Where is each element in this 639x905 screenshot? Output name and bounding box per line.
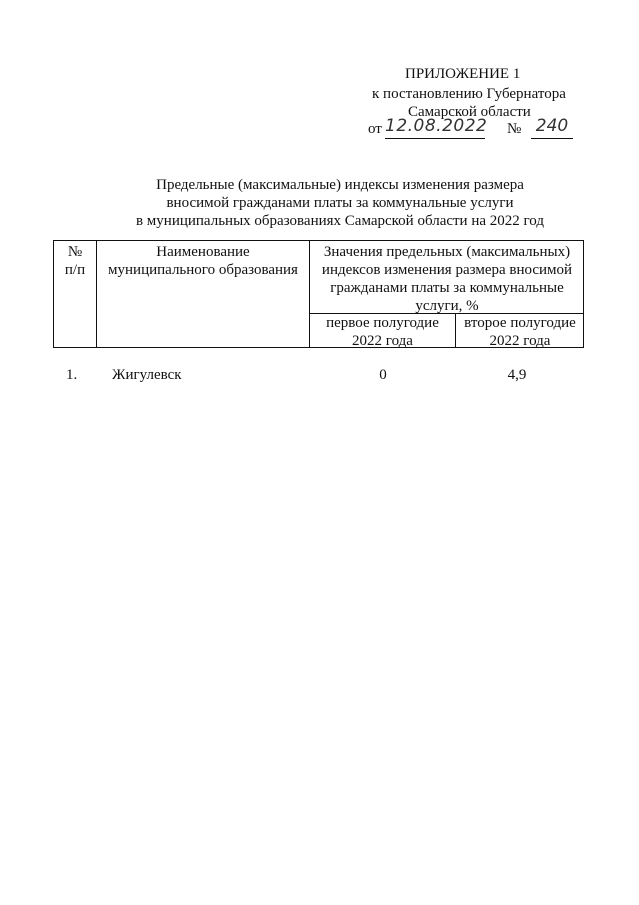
appendix-title: ПРИЛОЖЕНИЕ 1 [405,66,521,82]
header-number-line: № [67,244,83,260]
title-line-2: вносимой гражданами платы за коммунальные услуги [166,195,514,211]
table-header [53,240,584,348]
document-title [80,176,600,230]
header-second-half-line: второе полугодие [464,315,576,331]
header-values-line: индексов изменения размера вносимой [321,262,573,278]
appendix-subtitle: к постановлению Губернатора [372,86,566,102]
title-line-1: Предельные (максимальные) индексы изменения размера [156,177,524,193]
header-first-half-line: 2022 года [352,333,413,349]
header-values-line: услуги, % [415,298,479,314]
decree-date: 12.08.2022 [385,116,485,139]
header-second-half [456,314,584,350]
header-values-line: Значения предельных (максимальных) [323,244,571,260]
header-values-line: гражданами платы за коммунальные [330,280,564,296]
header-index-values [310,243,584,315]
row-municipality: Жигулевск [112,367,182,383]
header-number [54,243,96,279]
header-number-line: п/п [64,262,86,278]
title-line-3: в муниципальных образованиях Самарской области на 2022 год [135,213,545,229]
header-second-half-line: 2022 года [489,333,551,349]
header-municipality-line: Наименование [156,244,250,260]
row-second-half-value: 4,9 [507,367,527,383]
header-municipality-line: муниципального образования [108,262,298,278]
date-prefix: от [368,121,382,137]
header-municipality [97,243,309,279]
decree-number: 240 [531,116,573,139]
header-first-half-line: первое полугодие [326,315,439,331]
row-index: 1. [66,367,78,383]
number-sign: № [507,121,522,137]
appendix-region: Самарской области [408,104,531,120]
row-first-half-value: 0 [379,367,387,383]
header-first-half [310,314,455,350]
